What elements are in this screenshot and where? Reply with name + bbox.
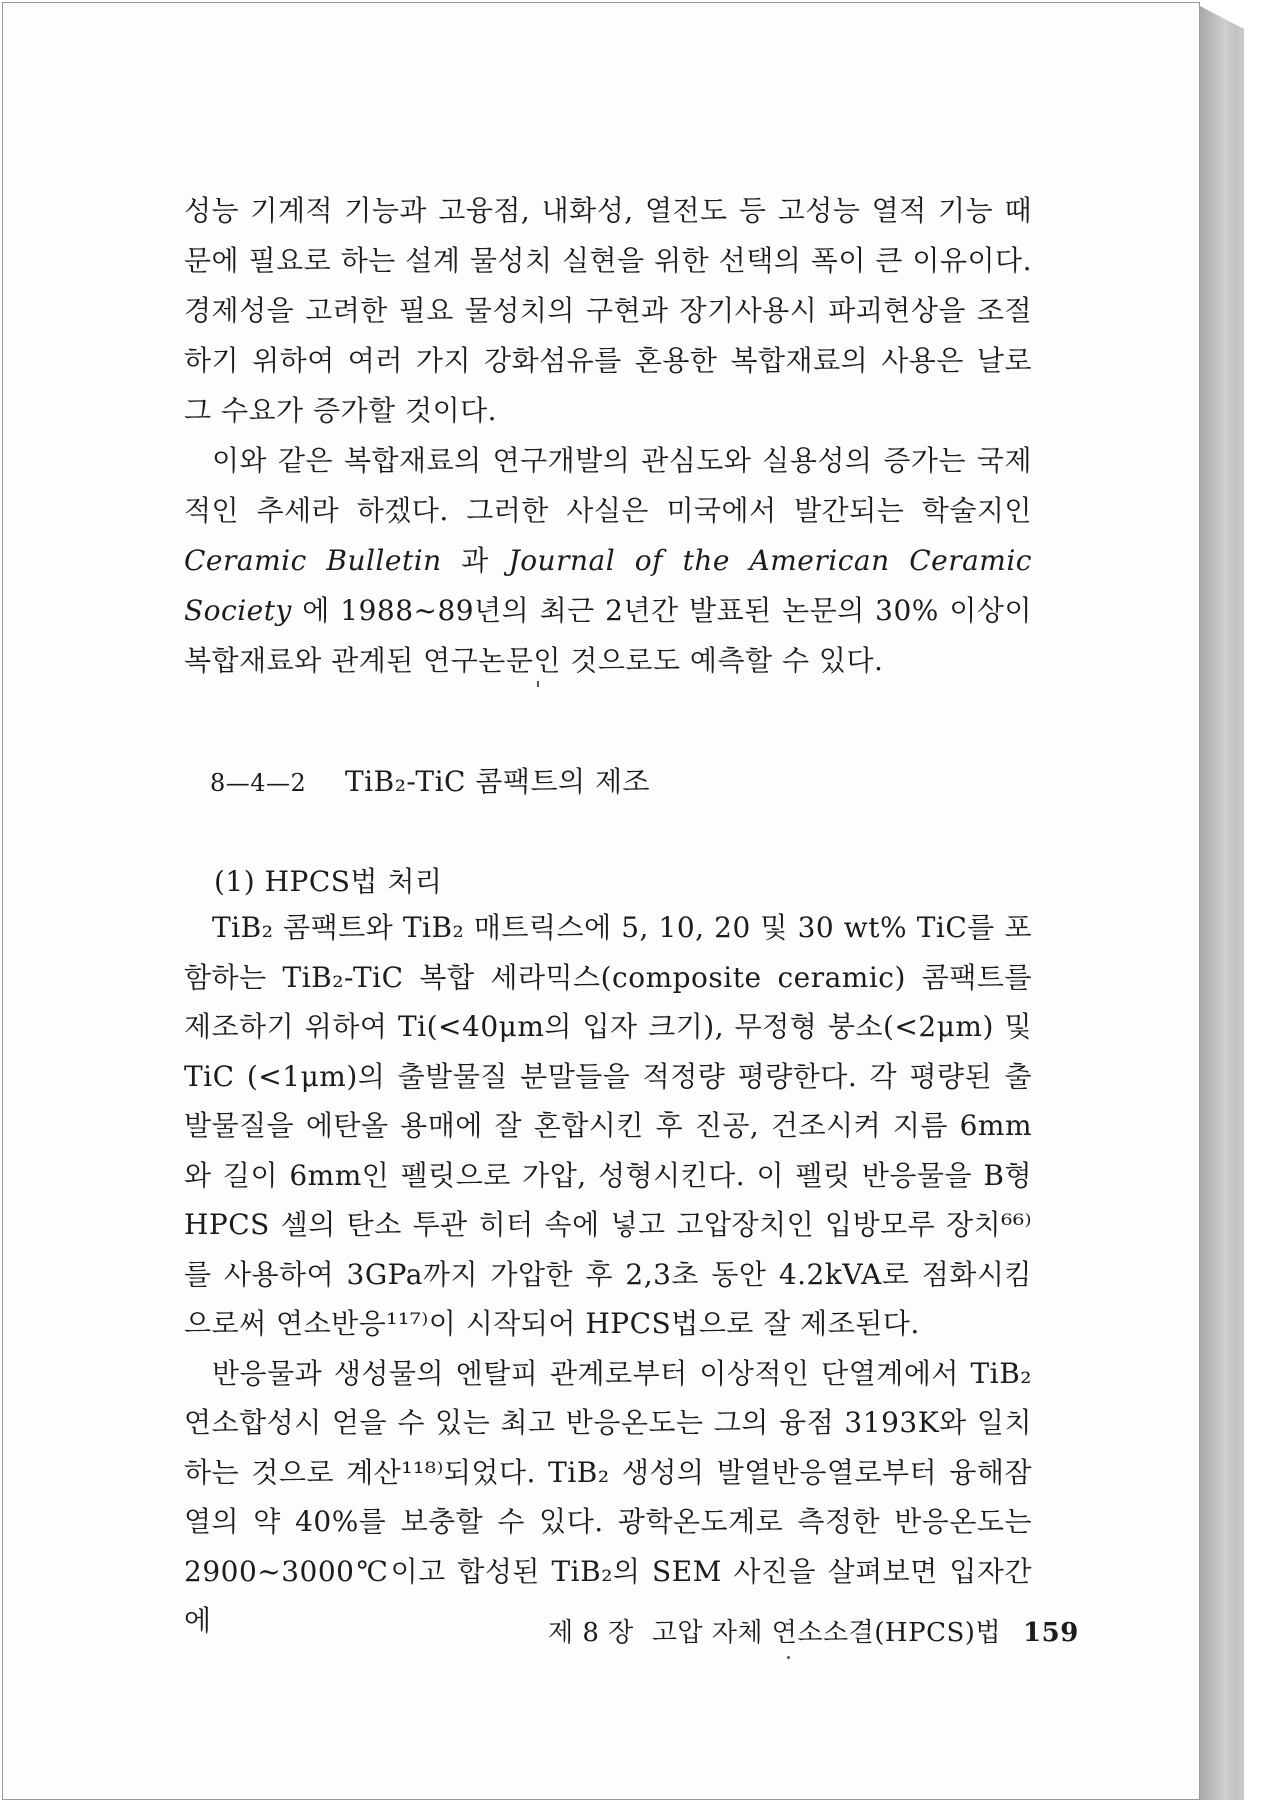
footer-title: 고압 자체 연소소결(HPCS)법 [651,1618,1002,1648]
body-text-top [184,186,1032,686]
page-footer [548,1612,1079,1649]
page-number: 159 [1023,1618,1079,1648]
paragraph-4: 반응물과 생성물의 엔탈피 관계로부터 이상적인 단열계에서 TiB₂ 연소합성시 얻을 수 있는 최고 반응온도는 그의 융점 3193K와 일치하는 것으로 계산¹¹⁸⁾되었다. TiB₂ 생성의 발열반응열로부터 융해잠열의 약 40%를 보충할 수 있다. 광학온도계로 측정한 반응온도는 2900~3000℃이고 합성된 TiB₂의 SEM 사진을 살펴보면 입자간에 [184,1356,1032,1637]
footer-chapter: 제 8 장 [548,1618,634,1648]
paragraph-1: 성능 기계적 기능과 고융점, 내화성, 열전도 등 고성능 열적 기능 때문에 필요로 하는 설계 물성치 실현을 위한 선택의 폭이 큰 이유이다. 경제성을 고려한 필요 물성치의 구현과 장기사용시 파괴현상을 조절하기 위하여 여러 가지 강화섬유를 혼용한 복합재료의 사용은 날로 그 수요가 증가할 것이다. [184,194,1032,427]
section-heading [210,760,650,800]
page-edge-shadow [1238,28,1244,1800]
journal-ceramic-bulletin: Ceramic Bulletin [184,544,442,577]
journal-american-ceramic-society: Journal of the American Ceramic Society [184,544,1032,627]
body-text-bottom [184,903,1032,1646]
paragraph-2-text-c: 에 1988~89년의 최근 2년간 발표된 논문의 30% 이상이 복합재료와 관계된 연구논문인 것으로도 예측할 수 있다. [184,594,1032,677]
subsection-heading: (1) HPCS법 처리 [214,865,443,898]
paragraph-2-text-b: 과 [441,544,509,577]
paragraph-2 [184,436,1032,686]
page-stack-edge [1200,6,1242,1800]
section-title: TiB₂-TiC 콤팩트의 제조 [345,765,651,798]
section-number: 8—4—2 [210,769,307,797]
paragraph-2-text-a: 이와 같은 복합재료의 연구개발의 관심도와 실용성의 증가는 국제적인 추세라 하겠다. 그러한 사실은 미국에서 발간되는 학술지인 [184,444,1032,527]
paragraph-3: TiB₂ 콤팩트와 TiB₂ 매트릭스에 5, 10, 20 및 30 wt% TiC를 포함하는 TiB₂-TiC 복합 세라믹스(composite ceramic) 콤팩트를 제조하기 위하여 Ti(<40μm의 입자 크기), 무정형 붕소(<2μm) 및 TiC (<1μm)의 출발물질 분말들을 적정량 평량한다. 각 평량된 출발물질을 에탄올 용매에 잘 혼합시킨 후 진공, 건조시켜 지름 6mm와 길이 6mm인 펠릿으로 가압, 성형시킨다. 이 펠릿 반응물을 B형 HPCS 셀의 탄소 투관 히터 속에 넣고 고압장치인 입방모루 장치⁶⁶⁾를 사용하여 3GPa까지 가압한 후 2,3초 동안 4.2kVA로 점화시킴으로써 연소반응¹¹⁷⁾이 시작되어 HPCS법으로 잘 제조된다. [184,911,1032,1340]
print-speck-footer [787,1656,790,1659]
